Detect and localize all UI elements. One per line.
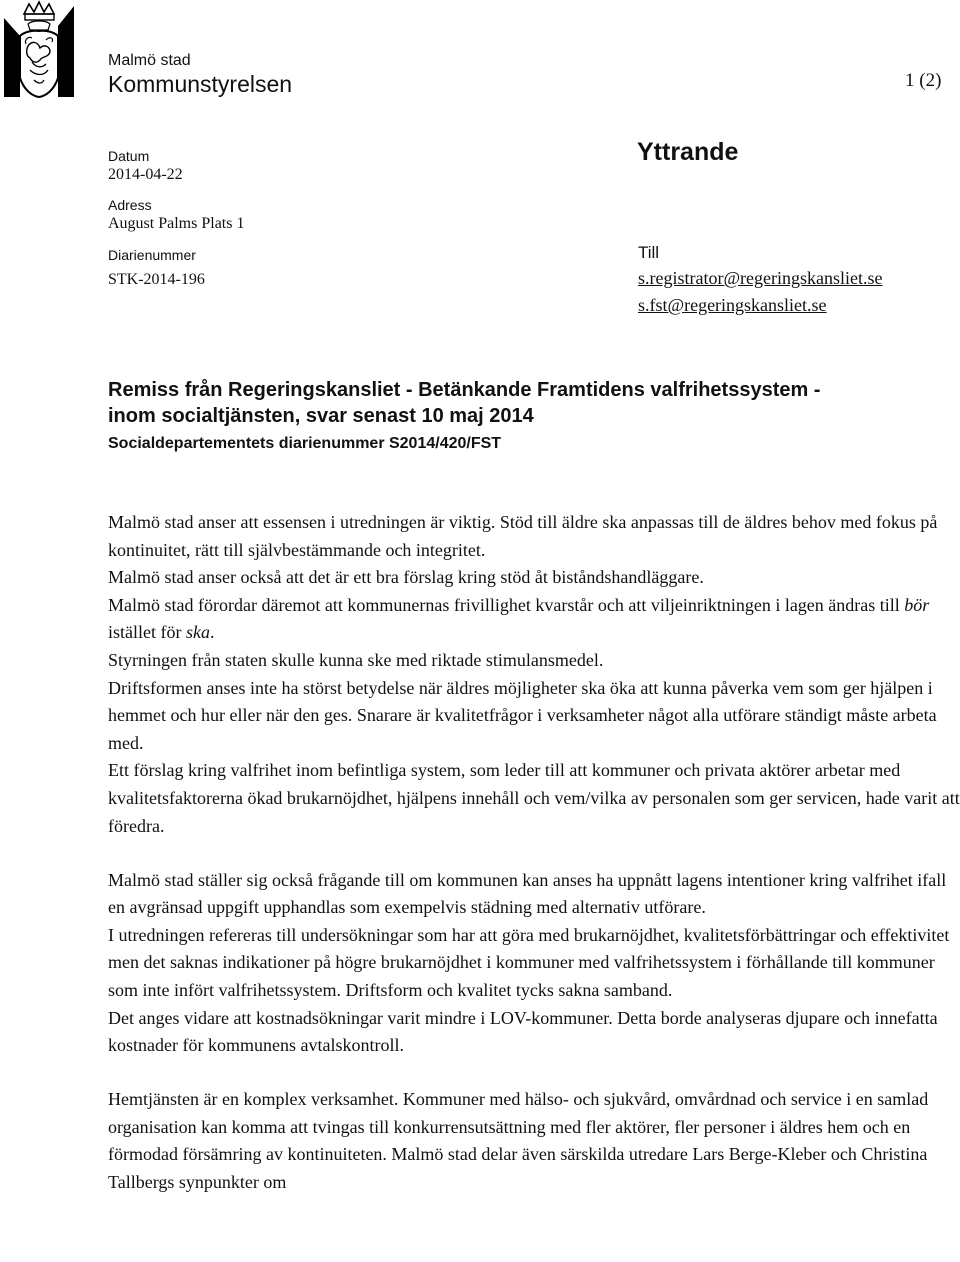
subject-heading	[108, 377, 960, 429]
paragraph: Det anges vidare att kostnadsökningar varit mindre i LOV-kommuner. Detta borde analyseras djupare och innefatta kostnader för kommunens avtalskontroll.	[108, 1007, 938, 1056]
paragraph: Ett förslag kring valfrihet inom befintliga system, som leder till att kommuner och privata aktörer arbetar med kvalitetsfaktorerna ökad brukarnöjdhet, hjälpens innehåll och vem/vilka av personalen som ger servicen, hade varit att föredra.	[108, 760, 960, 836]
paragraph-text: .	[209, 622, 215, 643]
subject-line-2: inom socialtjänsten, svar senast 10 maj 2014	[108, 405, 534, 427]
paragraph: Driftsformen anses inte ha störst betydelse när äldres möjligheter ska öka att kunna påverka vem som ger hjälpen i hemmet och hur eller när den ges. Snarare är kvalitetfrågor i verksamheter något alla utförare ständigt måste arbeta med.	[108, 677, 937, 753]
emphasis-text: bör	[904, 594, 930, 615]
paragraph: Malmö stad anser att essensen i utredningen är viktig. Stöd till äldre ska anpassas till de äldres behov med fokus på kontinuitet, rätt till självbestämmande och integritet.	[108, 512, 938, 560]
recipient-label: Till	[638, 243, 660, 262]
organization-name: Malmö stad	[108, 52, 191, 69]
paragraph-text: Malmö stad förordar däremot att kommunernas frivillighet kvarstår och att viljeinriktningen i lagen ändras till	[108, 594, 905, 615]
paragraph: Styrningen från staten skulle kunna ske med riktade stimulansmedel.	[108, 649, 604, 670]
address-value: August Palms Plats 1	[108, 215, 245, 232]
paragraph: I utredningen refereras till undersökningar som har att göra med brukarnöjdhet, kvalitetsförbättringar och effektivitet men det saknas indikationer på högre brukarnöjdhet i kommuner med valfrihetssystem i förhållande till kommuner som inte infört valfrihetssystem. Driftsform och kvalitet tycks sakna samband.	[108, 924, 950, 1000]
board-name: Kommunstyrelsen	[108, 71, 293, 97]
subject-line-1: Remiss från Regeringskansliet - Betänkande Framtidens valfrihetssystem -	[108, 379, 821, 401]
recipient-email-link[interactable]: s.fst@regeringskansliet.se	[638, 295, 827, 315]
diary-number-label: Diarienummer	[108, 247, 196, 263]
department-reference: Socialdepartementets diarienummer S2014/420/FST	[108, 435, 502, 452]
paragraph-text: istället för	[108, 622, 186, 643]
paragraph: Malmö stad anser också att det är ett bra förslag kring stöd åt biståndshandläggare.	[108, 567, 704, 588]
page-number: 1 (2)	[905, 70, 942, 91]
paragraph: Hemtjänsten är en komplex verksamhet. Kommuner med hälso- och sjukvård, omvårdnad och service i en samlad organisation kan komma att tvingas till konkurrensutsättning med fler aktörer, fler personer i äldres hem och en förmodad försämring av kontinuiteten. Malmö stad delar även särskilda utredare Lars Berge-Kleber och Christina Tallbergs synpunkter om	[108, 1089, 929, 1193]
document-type-heading: Yttrande	[637, 138, 739, 166]
paragraph	[108, 592, 960, 647]
date-label: Datum	[108, 148, 150, 164]
recipient-email-link[interactable]: s.registrator@regeringskansliet.se	[638, 268, 883, 288]
emphasis-text: ska	[185, 622, 210, 643]
paragraph: Malmö stad ställer sig också frågande till om kommunen kan anses ha uppnått lagens intentioner kring valfrihet ifall en avgränsad uppgift upphandlas som exempelvis städning med alternativ utförare.	[108, 869, 947, 918]
address-label: Adress	[108, 197, 152, 213]
diary-number-value: STK-2014-196	[108, 271, 205, 288]
date-value: 2014-04-22	[108, 166, 183, 183]
coat-of-arms-logo	[2, 0, 76, 98]
body-text	[108, 509, 960, 1197]
